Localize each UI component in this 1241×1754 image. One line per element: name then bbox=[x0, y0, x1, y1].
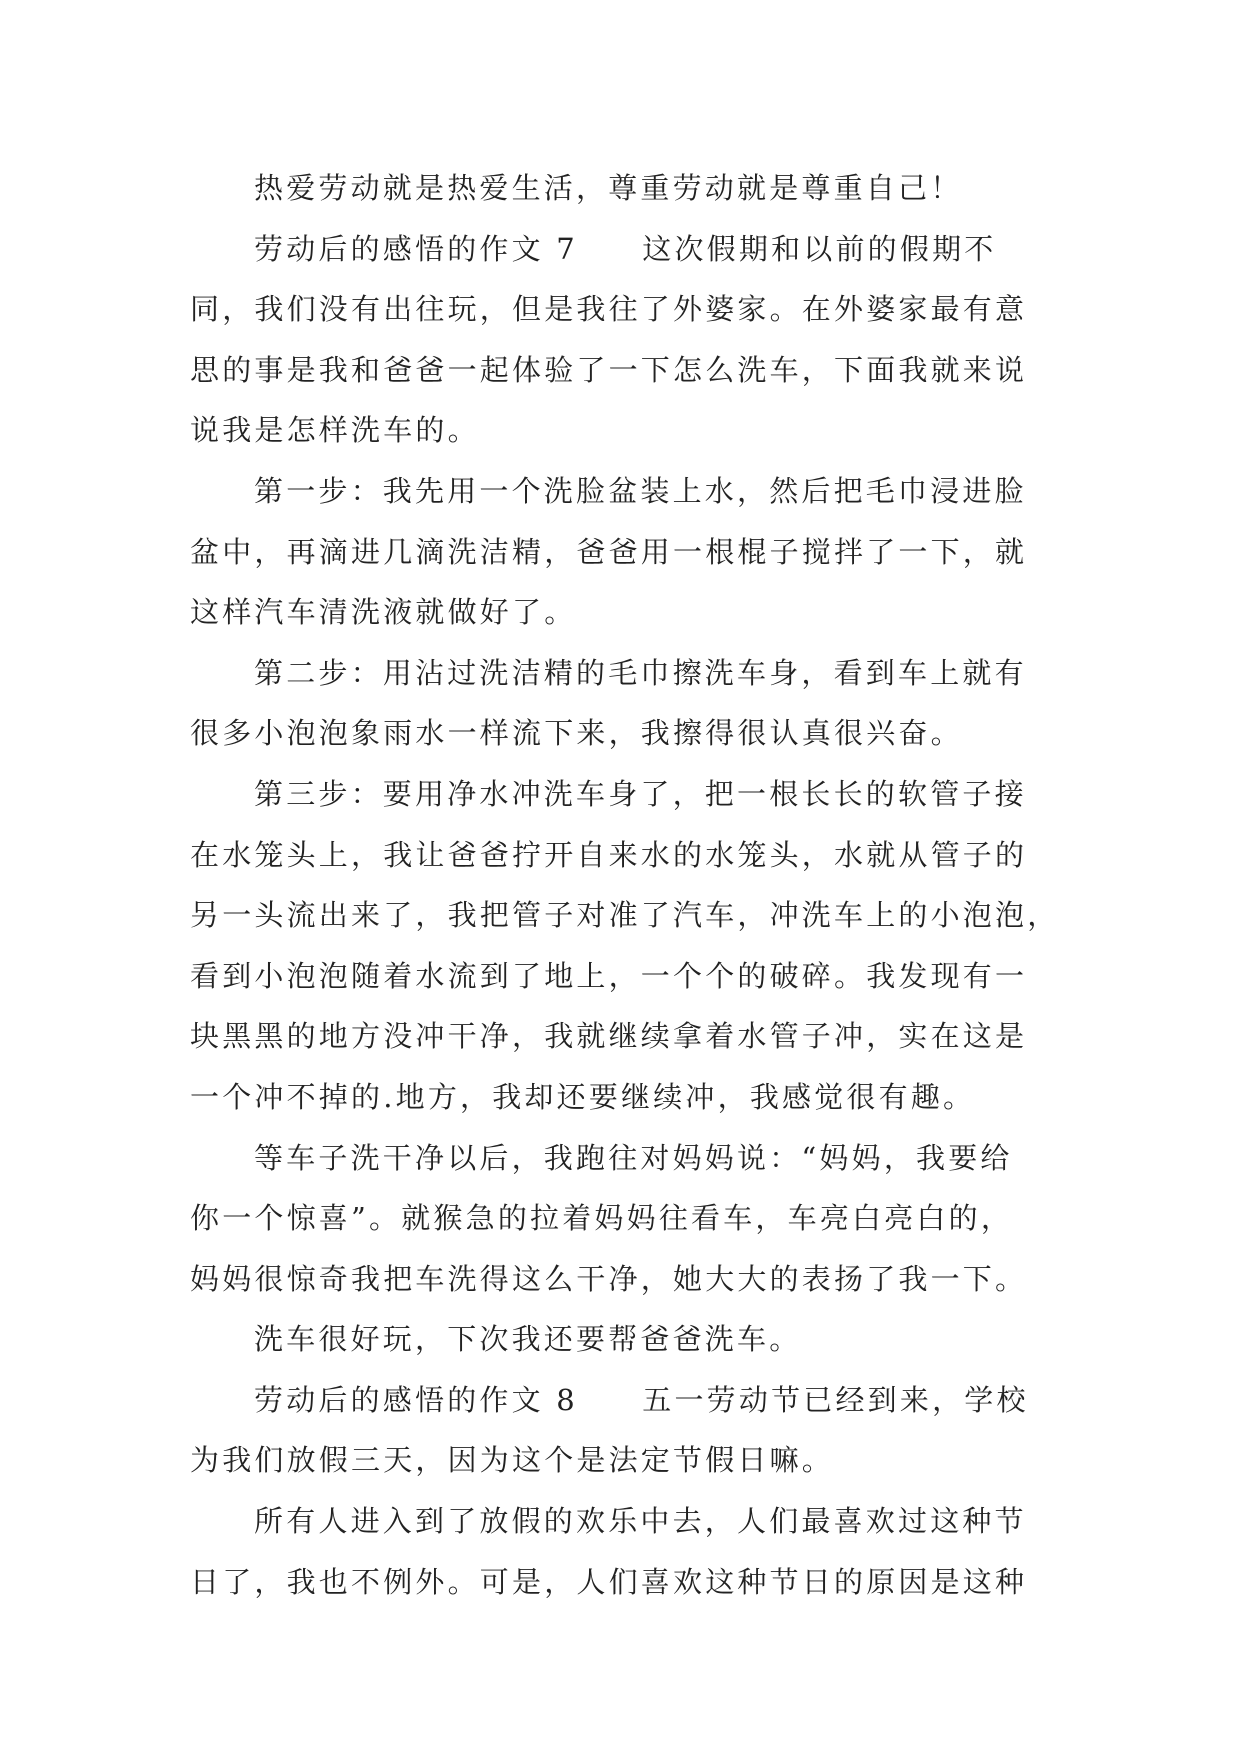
paragraph-line: 同，我们没有出往玩，但是我往了外婆家。在外婆家最有意 bbox=[190, 292, 1028, 327]
paragraph-line: 思的事是我和爸爸一起体验了一下怎么洗车，下面我就来说 bbox=[190, 352, 1028, 387]
paragraph-line: 第二步：用沾过洗洁精的毛巾擦洗车身，看到车上就有 bbox=[254, 655, 1027, 690]
paragraph-line: 另一头流出来了，我把管子对准了汽车，冲洗车上的小泡泡， bbox=[190, 898, 1060, 933]
paragraph-line: 第三步：要用净水冲洗车身了，把一根长长的软管子接 bbox=[254, 776, 1027, 811]
paragraph-line: 说我是怎样洗车的。 bbox=[190, 413, 480, 448]
paragraph-line: 等车子洗干净以后，我跑往对妈妈说：“妈妈，我要给 bbox=[254, 1140, 1013, 1175]
paragraph-line: 妈妈很惊奇我把车洗得这么干净，她大大的表扬了我一下。 bbox=[190, 1261, 1028, 1296]
paragraph-line: 很多小泡泡象雨水一样流下来，我擦得很认真很兴奋。 bbox=[190, 716, 963, 751]
paragraph-line: 你一个惊喜”。就猴急的拉着妈妈往看车，车亮白亮白的， bbox=[190, 1201, 1014, 1236]
paragraph-line: 在水笼头上，我让爸爸拧开自来水的水笼头，水就从管子的 bbox=[190, 837, 1028, 872]
paragraph-line: 这样汽车清洗液就做好了。 bbox=[190, 595, 577, 630]
paragraph-line: 盆中，再滴进几滴洗洁精，爸爸用一根棍子搅拌了一下，就 bbox=[190, 534, 1028, 569]
paragraph-line: 洗车很好玩，下次我还要帮爸爸洗车。 bbox=[254, 1322, 802, 1357]
paragraph-line: 第一步：我先用一个洗脸盆装上水，然后把毛巾浸进脸 bbox=[254, 473, 1027, 508]
paragraph-line: 看到小泡泡随着水流到了地上，一个个的破碎。我发现有一 bbox=[190, 958, 1028, 993]
essay-body bbox=[190, 158, 1060, 1612]
paragraph-line: 为我们放假三天，因为这个是法定节假日嘛。 bbox=[190, 1443, 835, 1478]
paragraph-line: 日了，我也不例外。可是，人们喜欢这种节日的原因是这种 bbox=[190, 1564, 1028, 1599]
paragraph-line: 一个冲不掉的.地方，我却还要继续冲，我感觉很有趣。 bbox=[190, 1079, 976, 1114]
paragraph-line: 所有人进入到了放假的欢乐中去，人们最喜欢过这种节 bbox=[254, 1504, 1027, 1539]
essay-title-line: 劳动后的感悟的作文 7 这次假期和以前的假期不 bbox=[254, 231, 997, 266]
essay-title-line: 劳动后的感悟的作文 8 五一劳动节已经到来，学校 bbox=[254, 1382, 1029, 1417]
paragraph-line: 热爱劳动就是热爱生活，尊重劳动就是尊重自己！ bbox=[254, 171, 963, 205]
paragraph-line: 块黑黑的地方没冲干净，我就继续拿着水管子冲，实在这是 bbox=[190, 1019, 1028, 1054]
